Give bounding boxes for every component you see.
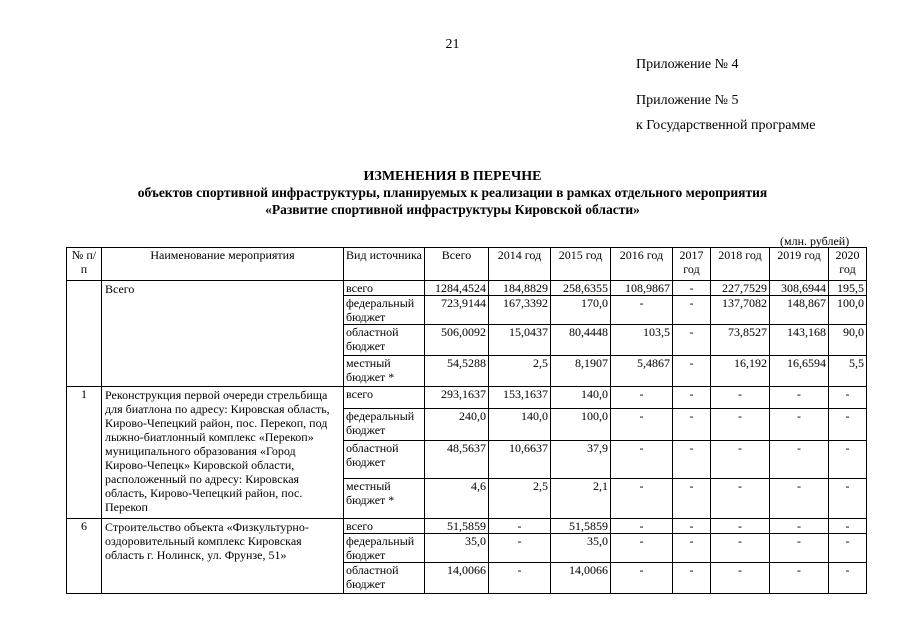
- header-2016: 2016 год: [611, 248, 673, 281]
- value-cell: -: [711, 479, 770, 519]
- funding-source: местный бюджет *: [344, 356, 425, 387]
- value-cell: 48,5637: [425, 441, 489, 479]
- header-total: Всего: [425, 248, 489, 281]
- value-cell: -: [673, 534, 711, 563]
- appendix-program-label: к Государственной программе: [636, 118, 816, 133]
- document-subtitle: объектов спортивной инфраструктуры, планируемых к реализации в рамках отдельного мероприятия: [137, 185, 768, 200]
- value-cell: 108,9867: [611, 281, 673, 296]
- value-cell: -: [829, 441, 867, 479]
- document-subtitle-event: «Развитие спортивной инфраструктуры Кировской области»: [265, 202, 640, 217]
- value-cell: 140,0: [551, 387, 611, 409]
- value-cell: -: [673, 409, 711, 441]
- value-cell: 308,6944: [770, 281, 829, 296]
- value-cell: -: [673, 296, 711, 325]
- value-cell: 506,0092: [425, 325, 489, 356]
- value-cell: 90,0: [829, 325, 867, 356]
- row-number: 6: [67, 519, 102, 594]
- value-cell: 258,6355: [551, 281, 611, 296]
- value-cell: -: [770, 534, 829, 563]
- header-2015: 2015 год: [551, 248, 611, 281]
- value-cell: -: [829, 387, 867, 409]
- value-cell: 54,5288: [425, 356, 489, 387]
- value-cell: -: [489, 519, 551, 534]
- value-cell: 723,9144: [425, 296, 489, 325]
- value-cell: 35,0: [425, 534, 489, 563]
- value-cell: 80,4448: [551, 325, 611, 356]
- funding-source: федеральный бюджет: [344, 296, 425, 325]
- funding-source: всего: [344, 281, 425, 296]
- value-cell: 14,0066: [551, 563, 611, 594]
- value-cell: 10,6637: [489, 441, 551, 479]
- value-cell: -: [673, 387, 711, 409]
- value-cell: -: [829, 479, 867, 519]
- funding-source: всего: [344, 519, 425, 534]
- value-cell: -: [611, 409, 673, 441]
- value-cell: 240,0: [425, 409, 489, 441]
- value-cell: -: [611, 441, 673, 479]
- value-cell: 5,4867: [611, 356, 673, 387]
- units-label: (млн. рублей): [780, 234, 850, 248]
- funding-source: федеральный бюджет: [344, 534, 425, 563]
- value-cell: 2,1: [551, 479, 611, 519]
- value-cell: 170,0: [551, 296, 611, 325]
- row-number: 1: [67, 387, 102, 519]
- value-cell: 167,3392: [489, 296, 551, 325]
- value-cell: 103,5: [611, 325, 673, 356]
- value-cell: 137,7082: [711, 296, 770, 325]
- value-cell: 8,1907: [551, 356, 611, 387]
- value-cell: 148,867: [770, 296, 829, 325]
- header-name: Наименование мероприятия: [102, 248, 344, 281]
- value-cell: 35,0: [551, 534, 611, 563]
- value-cell: 15,0437: [489, 325, 551, 356]
- value-cell: 100,0: [551, 409, 611, 441]
- value-cell: 293,1637: [425, 387, 489, 409]
- value-cell: -: [489, 534, 551, 563]
- document-title: ИЗМЕНЕНИЯ В ПЕРЕЧНЕ: [363, 169, 542, 184]
- header-num: № п/п: [67, 248, 102, 281]
- value-cell: 5,5: [829, 356, 867, 387]
- value-cell: -: [770, 409, 829, 441]
- value-cell: -: [711, 534, 770, 563]
- value-cell: -: [673, 519, 711, 534]
- value-cell: 4,6: [425, 479, 489, 519]
- value-cell: -: [711, 409, 770, 441]
- value-cell: -: [673, 281, 711, 296]
- table-body: [67, 281, 867, 594]
- funding-source: всего: [344, 387, 425, 409]
- value-cell: 37,9: [551, 441, 611, 479]
- appendix-4-label: Приложение № 4: [636, 57, 739, 72]
- header-2018: 2018 год: [711, 248, 770, 281]
- header-2017: 2017 год: [673, 248, 711, 281]
- value-cell: 2,5: [489, 356, 551, 387]
- value-cell: -: [770, 387, 829, 409]
- header-2020: 2020 год: [829, 248, 867, 281]
- value-cell: 2,5: [489, 479, 551, 519]
- value-cell: -: [770, 563, 829, 594]
- value-cell: 153,1637: [489, 387, 551, 409]
- value-cell: -: [770, 479, 829, 519]
- page-number: 21: [445, 37, 460, 52]
- funding-source: областной бюджет: [344, 441, 425, 479]
- funding-source: областной бюджет: [344, 325, 425, 356]
- value-cell: -: [829, 519, 867, 534]
- value-cell: -: [611, 534, 673, 563]
- value-cell: 100,0: [829, 296, 867, 325]
- table-row: [67, 387, 867, 409]
- objects-table: [66, 247, 867, 594]
- value-cell: 14,0066: [425, 563, 489, 594]
- value-cell: 195,5: [829, 281, 867, 296]
- value-cell: -: [829, 409, 867, 441]
- row-number: [67, 281, 102, 387]
- header-source: Вид источника: [344, 248, 425, 281]
- value-cell: -: [611, 479, 673, 519]
- event-name: Реконструкция первой очереди стрельбища для биатлона по адресу: Кировская область, Кирово-Чепецкий район, пос. Перекоп, под лыжно-биатлонный комплекс «Перекоп» муниципального образования «Город Кирово-Чепецк» Кировской области, расположенный по адресу: Кировская область, Кирово-Чепецкий район, пос. Перекоп: [102, 387, 344, 519]
- funding-source: федеральный бюджет: [344, 409, 425, 441]
- appendix-5-label: Приложение № 5: [636, 93, 739, 108]
- event-name: Строительство объекта «Физкультурно-оздоровительный комплекс Кировская область г. Нолинск, ул. Фрунзе, 51»: [102, 519, 344, 594]
- table-row: [67, 519, 867, 534]
- value-cell: -: [489, 563, 551, 594]
- value-cell: 73,8527: [711, 325, 770, 356]
- value-cell: 51,5859: [551, 519, 611, 534]
- value-cell: 51,5859: [425, 519, 489, 534]
- value-cell: -: [611, 296, 673, 325]
- value-cell: -: [711, 441, 770, 479]
- value-cell: 16,192: [711, 356, 770, 387]
- value-cell: -: [711, 519, 770, 534]
- value-cell: 143,168: [770, 325, 829, 356]
- value-cell: -: [770, 441, 829, 479]
- value-cell: -: [829, 534, 867, 563]
- table-header-row: [67, 248, 867, 281]
- value-cell: -: [611, 563, 673, 594]
- value-cell: 16,6594: [770, 356, 829, 387]
- value-cell: -: [673, 563, 711, 594]
- value-cell: -: [673, 356, 711, 387]
- funding-source: областной бюджет: [344, 563, 425, 594]
- value-cell: -: [673, 325, 711, 356]
- value-cell: -: [611, 387, 673, 409]
- value-cell: 184,8829: [489, 281, 551, 296]
- value-cell: -: [770, 519, 829, 534]
- value-cell: 1284,4524: [425, 281, 489, 296]
- funding-source: местный бюджет *: [344, 479, 425, 519]
- value-cell: -: [673, 479, 711, 519]
- table-row: [67, 281, 867, 296]
- header-2019: 2019 год: [770, 248, 829, 281]
- value-cell: -: [711, 387, 770, 409]
- event-name: Всего: [102, 281, 344, 387]
- value-cell: 227,7529: [711, 281, 770, 296]
- value-cell: 140,0: [489, 409, 551, 441]
- value-cell: -: [673, 441, 711, 479]
- header-2014: 2014 год: [489, 248, 551, 281]
- value-cell: -: [711, 563, 770, 594]
- value-cell: -: [611, 519, 673, 534]
- value-cell: -: [829, 563, 867, 594]
